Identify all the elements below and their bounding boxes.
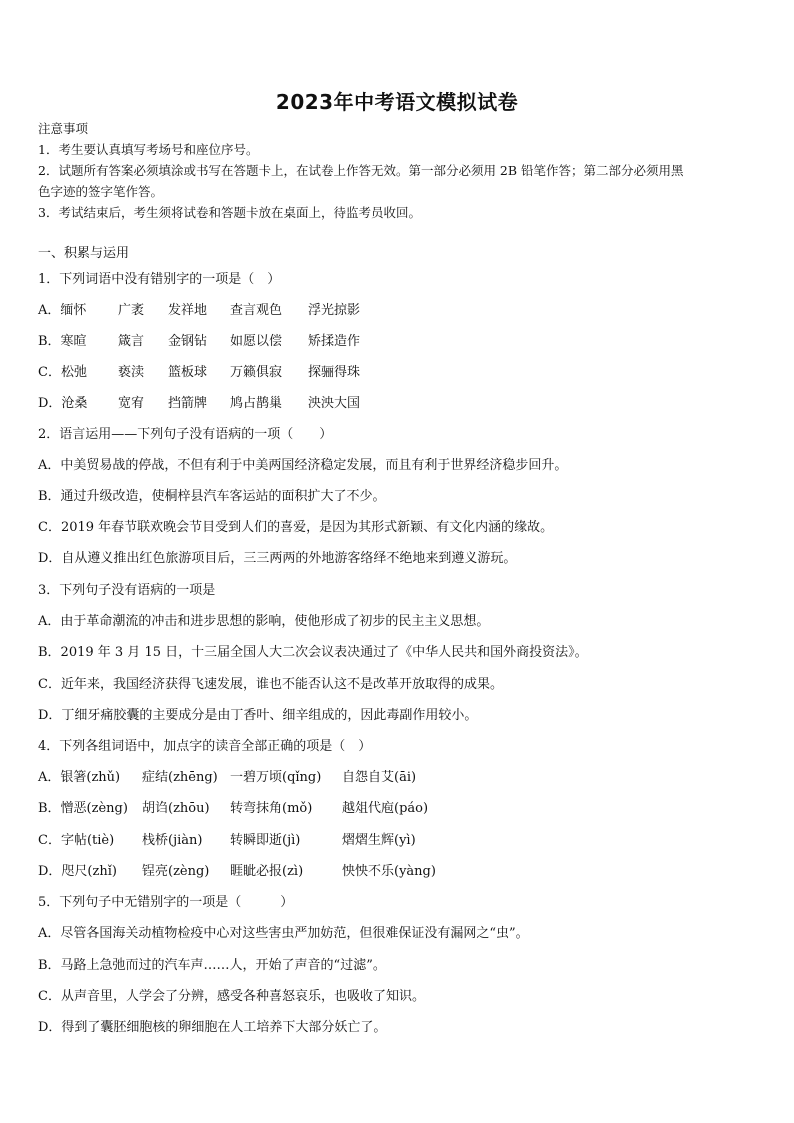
option-cell: 发祥地	[168, 303, 208, 318]
option-cell: B．憎恶(zèng)	[38, 801, 128, 816]
option-cell: 浮光掠影	[308, 303, 361, 318]
option-text: C．近年来，我国经济获得飞速发展，谁也不能否认这不是改革开放取得的成果。	[38, 677, 503, 692]
option-cell: D．咫尺(zhǐ)	[38, 864, 117, 879]
option-cell: A．银箸(zhǔ)	[38, 770, 121, 785]
option-cell: 转弯抹角(mǒ)	[230, 801, 313, 816]
option-cell: C．松弛	[38, 365, 87, 380]
option-text: D．得到了囊胚细胞核的卵细胞在人工培养下大部分妖亡了。	[38, 1020, 387, 1035]
notice-heading: 注意事项	[38, 121, 89, 136]
question-stem: 1．下列词语中没有错别字的一项是（ ）	[38, 272, 281, 287]
option-cell: 如愿以偿	[230, 334, 283, 349]
notice-item: 2．试题所有答案必须填涂或书写在答题卡上，在试卷上作答无效。第一部分必须用 2B 铅笔作答；第二部分必须用黑	[38, 163, 684, 178]
question-stem: 3．下列句子没有语病的一项是	[38, 583, 216, 598]
option-text: D．丁细牙痛胶囊的主要成分是由丁香叶、细辛组成的，因此毒副作用较小。	[38, 708, 478, 723]
option-cell: 栈桥(jiàn)	[142, 833, 203, 848]
option-cell: 矫揉造作	[308, 334, 361, 349]
option-text: B．2019 年 3 月 15 日，十三届全国人大二次会议表决通过了《中华人民共和国外商投资法》。	[38, 645, 588, 660]
question-stem: 4．下列各组词语中，加点字的读音全部正确的项是（ ）	[38, 739, 372, 754]
option-text: A．中美贸易战的停战，不但有利于中美两国经济稳定发展，而且有利于世界经济稳步回升。	[38, 458, 568, 473]
option-cell: 广袤	[118, 303, 145, 318]
option-cell: 宽宥	[118, 396, 145, 411]
option-cell: A．缅怀	[38, 303, 87, 318]
option-cell: 怏怏不乐(yàng)	[342, 864, 436, 879]
option-cell: 越俎代庖(páo)	[342, 801, 429, 816]
option-cell: 自怨自艾(āi)	[342, 770, 417, 785]
notice-item: 3．考试结束后，考生须将试卷和答题卡放在桌面上，待监考员收回。	[38, 205, 421, 220]
option-cell: B．寒暄	[38, 334, 87, 349]
question-stem: 2．语言运用——下列句子没有语病的一项（ ）	[38, 427, 333, 442]
question-stem: 5．下列句子中无错别字的一项是（ ）	[38, 895, 294, 910]
option-text: B．马路上急弛而过的汽车声……人，开始了声音的“过滤”。	[38, 958, 386, 973]
notice-item: 色字迹的签字笔作答。	[38, 184, 164, 199]
option-cell: 胡诌(zhōu)	[142, 801, 210, 816]
option-text: A．由于革命潮流的冲击和进步思想的影响，使他形成了初步的民主主义思想。	[38, 614, 490, 629]
option-cell: D．沧桑	[38, 396, 88, 411]
option-cell: 探骊得珠	[308, 365, 361, 380]
option-cell: 万籁俱寂	[230, 365, 283, 380]
option-cell: 熠熠生辉(yì)	[342, 833, 416, 848]
section-heading: 一、积累与运用	[38, 246, 130, 261]
option-cell: C．字帖(tiè)	[38, 833, 115, 848]
page-title: 2023年中考语文模拟试卷	[275, 90, 519, 114]
option-cell: 症结(zhēng)	[142, 770, 218, 785]
option-cell: 篮板球	[168, 365, 208, 380]
option-cell: 查言观色	[230, 303, 283, 318]
option-cell: 鸠占鹊巢	[230, 396, 283, 411]
option-cell: 亵渎	[118, 365, 145, 380]
option-cell: 泱泱大国	[308, 396, 361, 411]
option-cell: 挡箭牌	[168, 396, 208, 411]
option-cell: 锃亮(zèng)	[142, 864, 210, 879]
option-cell: 金钢钻	[168, 334, 208, 349]
option-cell: 睚眦必报(zì)	[230, 864, 304, 879]
option-text: C．从声音里，人学会了分辨，感受各种喜怒哀乐，也吸收了知识。	[38, 989, 425, 1004]
option-cell: 箴言	[118, 334, 145, 349]
option-cell: 一碧万顷(qǐng)	[230, 770, 322, 785]
option-text: A．尽管各国海关动植物检疫中心对这些害虫严加妨范，但很难保证没有漏网之“虫”。	[38, 926, 529, 941]
option-cell: 转瞬即逝(jì)	[230, 833, 301, 848]
option-text: C．2019 年春节联欢晚会节目受到人们的喜爱，是因为其形式新颖、有文化内涵的缘故。	[38, 520, 554, 535]
option-text: D．自从遵义推出红色旅游项目后，三三两两的外地游客络绎不绝地来到遵义游玩。	[38, 551, 517, 566]
notice-item: 1．考生要认真填写考场号和座位序号。	[38, 142, 259, 157]
option-text: B．通过升级改造，使桐梓县汽车客运站的面积扩大了不少。	[38, 489, 386, 504]
